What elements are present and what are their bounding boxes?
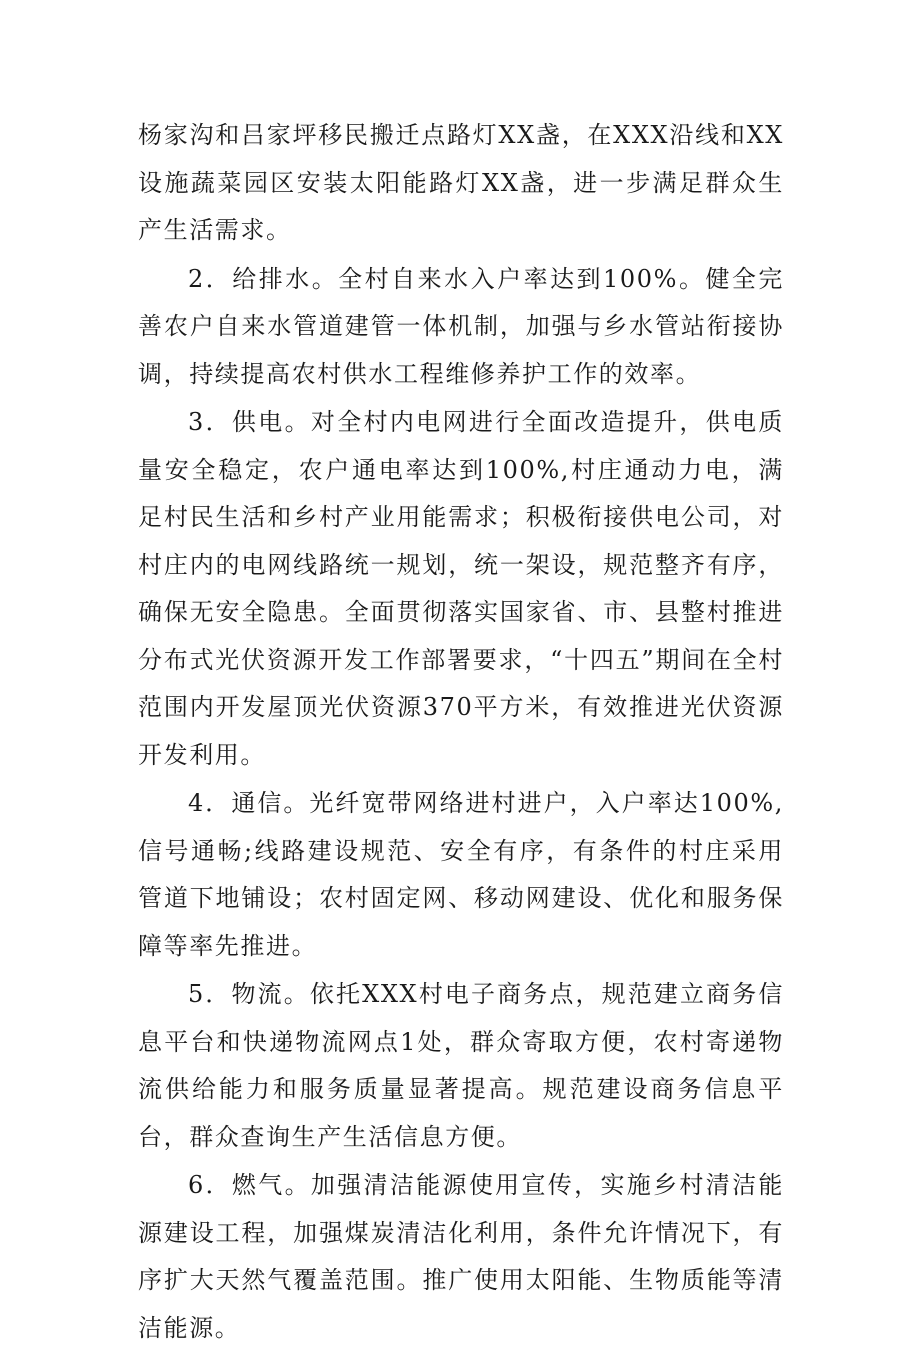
document-body bbox=[138, 112, 784, 1352]
paragraph-power-supply: 3．供电。对全村内电网进行全面改造提升，供电质量安全稳定，农户通电率达到100%,村庄通动力电，满足村民生活和乡村产业用能需求；积极衔接供电公司，对村庄内的电网线路统一规划，统一架设，规范整齐有序，确保无安全隐患。全面贯彻落实国家省、市、县整村推进分布式光伏资源开发工作部署要求，“十四五”期间在全村范围内开发屋顶光伏资源370平方米，有效推进光伏资源开发利用。 bbox=[138, 408, 784, 769]
paragraph-gas: 6．燃气。加强清洁能源使用宣传，实施乡村清洁能源建设工程，加强煤炭清洁化利用，条件允许情况下，有序扩大天然气覆盖范围。推广使用太阳能、生物质能等清洁能源。 bbox=[138, 1171, 784, 1342]
paragraph-logistics: 5．物流。依托XXX村电子商务点，规范建立商务信息平台和快递物流网点1处，群众寄取方便，农村寄递物流供给能力和服务质量显著提高。规范建设商务信息平台，群众查询生产生活信息方便。 bbox=[138, 980, 784, 1151]
paragraph-telecom: 4．通信。光纤宽带网络进村进户，入户率达100%,信号通畅;线路建设规范、安全有序，有条件的村庄采用管道下地铺设；农村固定网、移动网建设、优化和服务保障等率先推进。 bbox=[138, 789, 784, 960]
paragraph-street-lights: 杨家沟和吕家坪移民搬迁点路灯XX盏，在XXX沿线和XX设施蔬菜园区安装太阳能路灯XX盏，进一步满足群众生产生活需求。 bbox=[138, 121, 784, 244]
paragraph-water-supply: 2．给排水。全村自来水入户率达到100%。健全完善农户自来水管道建管一体机制，加强与乡水管站衔接协调，持续提高农村供水工程维修养护工作的效率。 bbox=[138, 264, 784, 388]
